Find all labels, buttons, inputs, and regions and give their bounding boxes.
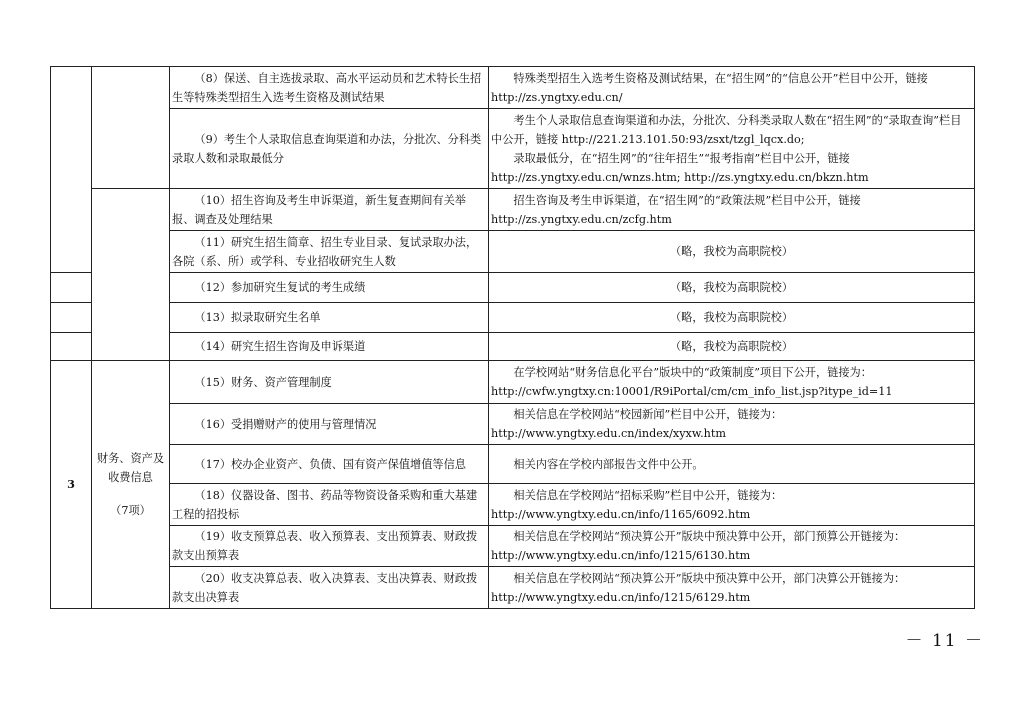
- table-row: [51, 273, 975, 303]
- item-cell: （9）考生个人录取信息查询渠道和办法，分批次、分科类录取人数和录取最低分: [170, 109, 489, 189]
- section-number-cell: [51, 67, 92, 273]
- category-cell: [92, 67, 170, 189]
- table-row: [51, 303, 975, 333]
- desc-cell: 相关信息在学校网站“预决算公开”版块中预决算中公开，部门预算公开链接为：http://www.yngtxy.edu.cn/info/1215/6130.htm: [489, 526, 975, 567]
- table-row: [51, 484, 975, 526]
- item-cell: （8）保送、自主选拔录取、高水平运动员和艺术特长生招生等特殊类型招生入选考生资格及测试结果: [170, 67, 489, 109]
- section-number: 3: [51, 361, 92, 609]
- table-row: [51, 567, 975, 609]
- item-cell: （10）招生咨询及考生申诉渠道，新生复查期间有关举报、调查及处理结果: [170, 189, 489, 231]
- desc-cell: （略，我校为高职院校）: [489, 231, 975, 273]
- item-cell: （13）拟录取研究生名单: [170, 303, 489, 333]
- desc-cell: 特殊类型招生入选考生资格及测试结果，在“招生网”的“信息公开”栏目中公开，链接 http://zs.yngtxy.edu.cn/: [489, 67, 975, 109]
- table-row: [51, 333, 975, 361]
- item-cell: （19）收支预算总表、收入预算表、支出预算表、财政拨款支出预算表: [170, 526, 489, 567]
- item-cell: （17）校办企业资产、负债、国有资产保值增值等信息: [170, 445, 489, 484]
- desc-cell: （略，我校为高职院校）: [489, 333, 975, 361]
- table-row: [51, 445, 975, 484]
- item-cell: （15）财务、资产管理制度: [170, 361, 489, 404]
- table-row: [51, 231, 975, 273]
- desc-cell: （略，我校为高职院校）: [489, 273, 975, 303]
- desc-cell: 招生咨询及考生申诉渠道，在“招生网”的“政策法规”栏目中公开，链接 http://zs.yngtxy.edu.cn/zcfg.htm: [489, 189, 975, 231]
- category-cell: [92, 189, 170, 361]
- item-cell: （20）收支决算总表、收入决算表、支出决算表、财政拨款支出决算表: [170, 567, 489, 609]
- page-number: － 11 －: [905, 631, 984, 651]
- category-count: （7项）: [110, 504, 151, 517]
- desc-cell: 在学校网站“财务信息化平台”版块中的“政策制度”项目下公开，链接为：http://cwfw.yngtxy.cn:10001/R9iPortal/cm/cm_info_list.jsp?itype_id=11: [489, 361, 975, 404]
- table-row: [51, 404, 975, 445]
- desc-cell: 相关信息在学校网站“预决算公开”版块中预决算中公开，部门决算公开链接为：http://www.yngtxy.edu.cn/info/1215/6129.htm: [489, 567, 975, 609]
- section-number-cell: [51, 333, 92, 361]
- item-cell: （11）研究生招生简章、招生专业目录、复试录取办法，各院（系、所）或学科、专业招收研究生人数: [170, 231, 489, 273]
- item-cell: （14）研究生招生咨询及申诉渠道: [170, 333, 489, 361]
- item-cell: （16）受捐赠财产的使用与管理情况: [170, 404, 489, 445]
- table-row: [51, 189, 975, 231]
- item-cell: （12）参加研究生复试的考生成绩: [170, 273, 489, 303]
- desc-cell: 相关信息在学校网站“校园新闻”栏目中公开，链接为：http://www.yngtxy.edu.cn/index/xyxw.htm: [489, 404, 975, 445]
- table-row: [51, 109, 975, 189]
- desc-cell: 考生个人录取信息查询渠道和办法，分批次、分科类录取人数在“招生网”的“录取查询”栏目中公开，链接 http://221.213.101.50:93/zsxt/tzgl_lqcx.do; 录取最低分，在“招生网”的“往年招生”“报考指南”栏目中公开，链接 http://zs.yngtxy.edu.cn/wnzs.htm; http://zs.yngtxy.edu.cn/bkzn.htm: [489, 109, 975, 189]
- desc-cell: 相关内容在学校内部报告文件中公开。: [489, 445, 975, 484]
- section-number-cell: [51, 273, 92, 303]
- desc-cell: （略，我校为高职院校）: [489, 303, 975, 333]
- section-number-cell: [51, 303, 92, 333]
- table-row: [51, 67, 975, 109]
- item-cell: （18）仪器设备、图书、药品等物资设备采购和重大基建工程的招投标: [170, 484, 489, 526]
- section-category: [92, 361, 170, 609]
- disclosure-table: [50, 66, 975, 609]
- desc-cell: 相关信息在学校网站“招标采购”栏目中公开，链接为：http://www.yngtxy.edu.cn/info/1165/6092.htm: [489, 484, 975, 526]
- table-row: [51, 361, 975, 404]
- table-row: [51, 526, 975, 567]
- category-label: 财务、资产及收费信息: [96, 452, 165, 484]
